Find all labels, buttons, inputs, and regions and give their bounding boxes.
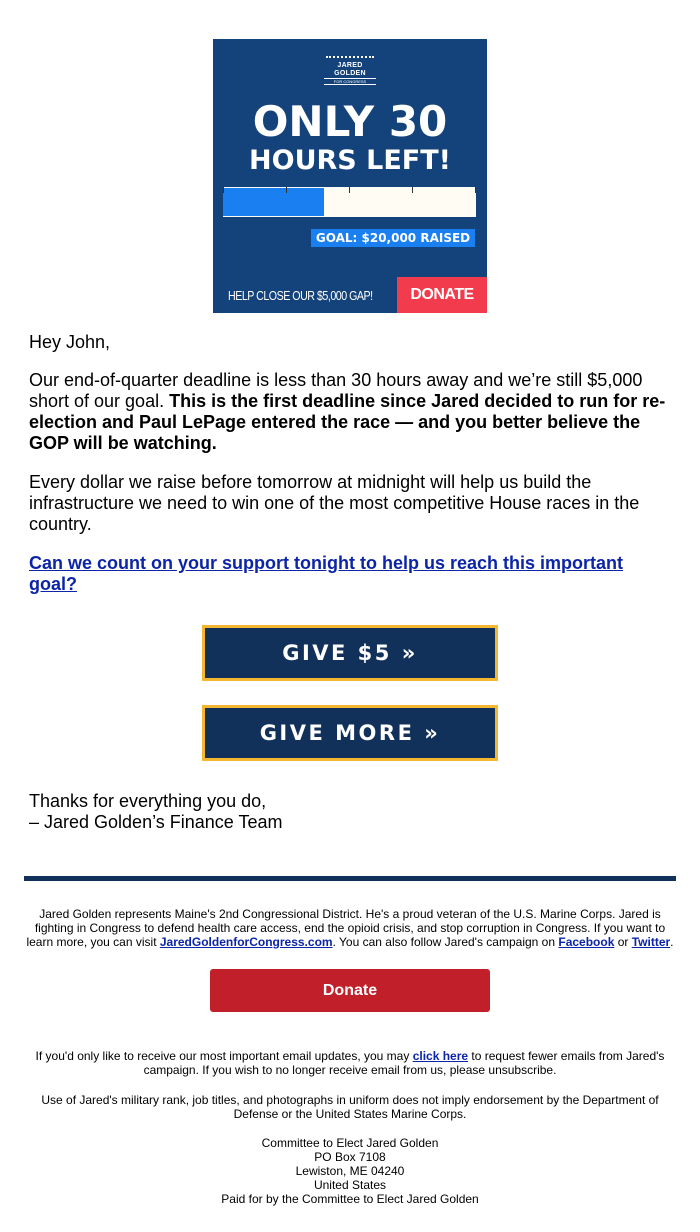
opt-text: If you'd only like to receive our most important email updates, you may [35,1049,413,1063]
banner-headline [213,99,487,177]
paid-for-disclaimer: Paid for by the Committee to Elect Jared Golden [221,1192,479,1206]
address-line: Committee to Elect Jared Golden [261,1136,439,1150]
twitter-link[interactable]: Twitter [631,935,671,949]
progress-tick [223,187,224,193]
signature [29,791,671,833]
goal-badge: GOAL: $20,000 RAISED [311,229,475,247]
footer-email-preferences [24,1049,676,1077]
headline-line-2: HOURS LEFT! [249,145,451,176]
stars-decoration [326,56,374,61]
website-link[interactable]: JaredGoldenforCongress.com [159,935,333,949]
signature-line-1: Thanks for everything you do, [29,791,267,811]
address-line: PO Box 7108 [314,1150,386,1164]
opt-text-post: to request fewer emails from Jared's campaign. If you wish to no longer receive email from us, please unsubscribe. [143,1049,665,1077]
campaign-logo [322,56,378,85]
progress-thermometer [223,187,476,217]
progress-tick [412,187,413,193]
headline-line-1: ONLY 30 [252,97,448,146]
logo-subtitle: FOR CONGRESS [324,78,376,85]
progress-fill [223,188,324,216]
greeting: Hey John, [29,332,111,352]
progress-tick [475,187,476,193]
about-text: Jared Golden represents Maine's 2nd Congressional District. He's a proud veteran of the U.S. Marine Corps. Jared is fighting in Congress to defend health care access, end the opioid crisis, and stop corruption in Congress. If you want to learn more, you can visit [26,907,666,949]
logo-name: JARED GOLDEN [334,62,366,77]
paragraph-deadline-bold: This is the first deadline since Jared decided to run for re-election and Paul LePage entered the race — and you better believe the GOP will be watching. [29,391,666,453]
fewer-emails-link[interactable]: click here [412,1049,469,1063]
address-line: United States [313,1178,387,1192]
about-text-end: . [670,935,674,949]
footer-address [24,1136,676,1206]
banner-help-text: HELP CLOSE OUR $5,000 GAP! [228,288,373,303]
give-more-button[interactable]: GIVE MORE » [202,705,498,761]
banner-donate-button[interactable]: DONATE [397,277,487,313]
give-5-button[interactable]: GIVE $5 » [202,625,498,681]
progress-tick [286,187,287,193]
fundraising-banner[interactable] [213,39,487,313]
paragraph-infrastructure: Every dollar we raise before tomorrow at midnight will help us build the infrastructure we need to win one of the most competitive House races in the country. [29,472,640,534]
address-line: Lewiston, ME 04240 [295,1164,405,1178]
support-link[interactable]: Can we count on your support tonight to help us reach this important goal? [29,553,623,594]
footer-about [24,907,676,949]
about-text-or: or [614,935,632,949]
signature-line-2: – Jared Golden’s Finance Team [29,812,283,832]
about-text-mid: . You can also follow Jared's campaign on [332,935,559,949]
paragraph-deadline-plain: Our end-of-quarter deadline is less than 30 hours away and we’re still $5,000 short of our goal. [29,370,643,411]
footer-military-disclaimer: Use of Jared's military rank, job titles, and photographs in uniform does not imply endorsement by the Department of Defense or the United States Marine Corps. [41,1093,659,1121]
footer-divider [24,876,676,881]
progress-tick [349,187,350,193]
paragraph-deadline [29,370,671,454]
footer-donate-button[interactable]: Donate [210,969,490,1012]
facebook-link[interactable]: Facebook [558,935,615,949]
